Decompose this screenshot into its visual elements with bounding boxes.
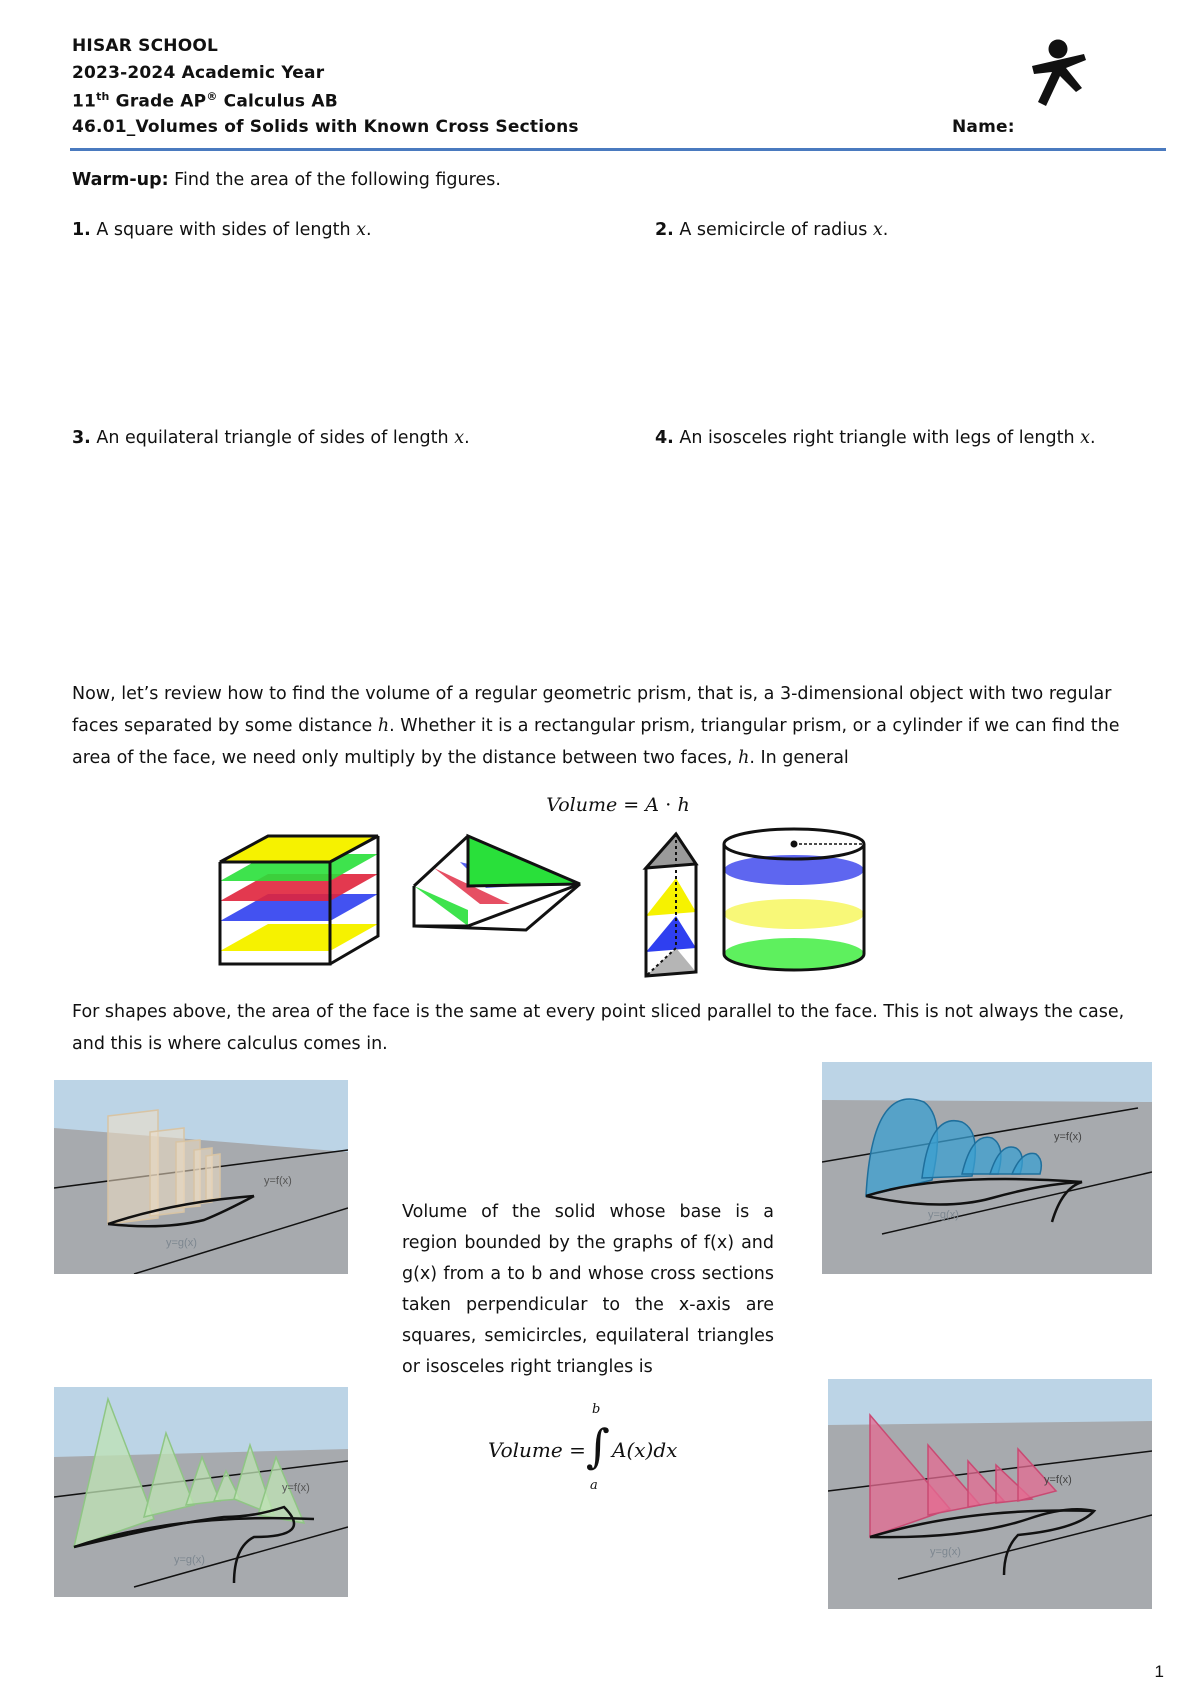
warmup-text: Find the area of the following figures. — [168, 170, 501, 190]
cylinder-icon — [724, 829, 864, 970]
f-label: y=f(x) — [264, 1175, 292, 1187]
question-number: 4. — [655, 428, 674, 448]
school-logo-icon — [1024, 38, 1094, 112]
review-text: area of the face, we need only multiply by the distance between two faces, — [72, 748, 739, 768]
definition-text: Volume of the solid whose base is a region bounded by the graphs of f(x) and g(x) from a to b and whose cross sections taken perpendicular to the x-axis are squares, semicircles, equilateral triangles or isosceles right triangles is — [402, 1202, 774, 1377]
review-paragraph — [72, 678, 1152, 774]
prism-illustrations — [210, 826, 990, 986]
course-name: Calculus AB — [217, 91, 338, 112]
school-name: HISAR SCHOOL — [72, 36, 219, 56]
square-cross-sections-image — [54, 1080, 348, 1274]
review-text: . In general — [749, 748, 849, 768]
question-2 — [655, 214, 888, 246]
isosceles-cross-sections-plot — [828, 1379, 1152, 1609]
volume-formula: Volume = A ⋅ h — [546, 794, 690, 816]
academic-year: 2023-2024 Academic Year — [72, 63, 325, 83]
review-line-2 — [72, 710, 1152, 742]
semicircle-cross-sections-plot — [822, 1062, 1152, 1274]
review-line-3 — [72, 742, 1152, 774]
grade-suffix: th — [96, 90, 110, 103]
grade-number: 11 — [72, 91, 97, 112]
review-text: . Whether it is a rectangular prism, triangular prism, or a cylinder if we can find the — [389, 716, 1120, 736]
equilateral-cross-sections-plot — [54, 1387, 348, 1597]
vertical-triangular-prism-icon — [646, 834, 696, 976]
lesson-title: 46.01_Volumes of Solids with Known Cross Sections — [72, 117, 579, 137]
header-rule — [70, 148, 1166, 151]
question-3 — [72, 422, 470, 454]
square-cross-sections-plot — [54, 1080, 348, 1274]
f-label: y=f(x) — [282, 1482, 310, 1494]
equilateral-cross-sections-image — [54, 1387, 348, 1597]
question-end: . — [882, 220, 889, 240]
review-variable: h — [377, 716, 390, 736]
question-number: 3. — [72, 428, 91, 448]
warmup-label: Warm-up: — [72, 170, 169, 190]
question-variable: x — [872, 220, 883, 240]
page-number: 1 — [1154, 1662, 1164, 1681]
observation-line-2: and this is where calculus comes in. — [72, 1034, 388, 1054]
f-label: y=f(x) — [1044, 1474, 1072, 1486]
g-label: y=g(x) — [928, 1209, 959, 1221]
question-4 — [655, 422, 1096, 454]
lower-limit: a — [590, 1478, 598, 1493]
question-text: An equilateral triangle of sides of length — [90, 428, 455, 448]
rectangular-prism-icon — [220, 836, 378, 964]
review-text: faces separated by some distance — [72, 716, 378, 736]
question-variable: x — [454, 428, 465, 448]
review-variable: h — [738, 748, 750, 768]
review-line-1: Now, let’s review how to find the volume of a regular geometric prism, that is, a 3-dimensional object with two regular — [72, 684, 1112, 704]
g-label: y=g(x) — [166, 1237, 197, 1249]
g-label: y=g(x) — [930, 1546, 961, 1558]
observation-paragraph — [72, 996, 1152, 1060]
question-end: . — [1090, 428, 1096, 448]
registered-mark: ® — [206, 90, 218, 103]
question-text: A square with sides of length — [90, 220, 357, 240]
name-label: Name: — [952, 117, 1015, 137]
integrand: A(x)dx — [612, 1438, 678, 1462]
question-number: 2. — [655, 220, 674, 240]
grade-text: Grade AP — [109, 91, 207, 112]
question-end: . — [464, 428, 470, 448]
f-label: y=f(x) — [1054, 1131, 1082, 1143]
upper-limit: b — [592, 1402, 601, 1417]
question-1 — [72, 214, 372, 246]
question-end: . — [365, 220, 372, 240]
observation-line-1: For shapes above, the area of the face is the same at every point sliced parallel to the face. This is not always the case, — [72, 1002, 1125, 1022]
question-variable: x — [356, 220, 366, 240]
question-number: 1. — [72, 220, 91, 240]
course-title — [72, 90, 338, 112]
integral-sign: ∫ — [586, 1419, 610, 1473]
question-variable: x — [1080, 428, 1090, 448]
isosceles-cross-sections-image — [828, 1379, 1152, 1609]
question-text: A semicircle of radius — [673, 220, 873, 240]
semicircle-cross-sections-image — [822, 1062, 1152, 1274]
warmup-instructions — [72, 164, 1152, 196]
g-label: y=g(x) — [174, 1554, 205, 1566]
formula-lhs: Volume = — [488, 1438, 586, 1462]
integral-formula — [488, 1398, 708, 1498]
question-text: An isosceles right triangle with legs of length — [673, 428, 1081, 448]
